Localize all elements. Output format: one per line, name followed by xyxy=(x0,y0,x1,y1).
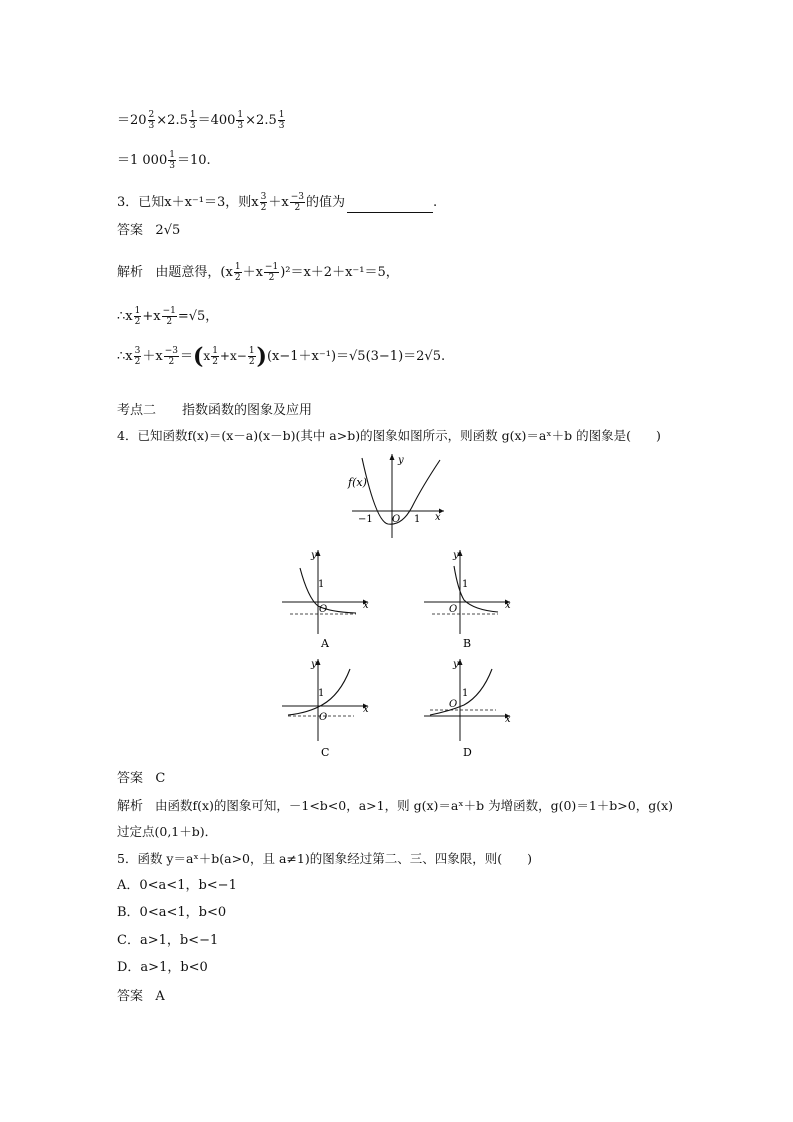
question-text: 3．已知x＋x⁻¹＝3，则x xyxy=(117,195,259,210)
one-label: 1 xyxy=(414,514,421,525)
x-label: x xyxy=(505,714,511,725)
one-label: 1 xyxy=(318,579,325,590)
x-label: x xyxy=(435,512,441,523)
solution-text: ∴x xyxy=(117,349,133,364)
exponent-fraction: $\frac{-1}{2}$ xyxy=(264,262,279,283)
solution-text: ＋x xyxy=(142,349,163,364)
exponent-fraction: $\frac{1}{3}$ xyxy=(189,110,196,131)
x-label: x xyxy=(505,600,511,611)
y-label: y xyxy=(453,659,459,670)
answer-4 xyxy=(117,770,165,787)
solution-text: )²＝x＋2＋x⁻¹＝5， xyxy=(280,265,399,280)
solution-text: ＋x xyxy=(242,265,263,280)
answer-blank xyxy=(347,200,433,213)
answer-value: 2√5 xyxy=(155,223,181,238)
right-bracket: ) xyxy=(256,343,267,370)
answer-label: 答案 xyxy=(117,988,144,1003)
answer-value: C xyxy=(155,771,166,786)
exponent-fraction: $\frac{1}{2}$ xyxy=(234,262,241,283)
question-5: 5．函数 y＝aˣ＋b(a>0，且 a≠1)的图象经过第二、三、四象限，则( ) xyxy=(117,851,532,866)
exponent-fraction: $\frac{1}{2}$ xyxy=(134,306,141,327)
origin-label: O xyxy=(449,699,458,710)
left-bracket: ( xyxy=(192,343,204,370)
answer-5 xyxy=(117,988,165,1005)
solution-3-line-2 xyxy=(117,306,218,327)
solution-text: (x−1＋x⁻¹)＝√5(3−1)＝2√5. xyxy=(266,349,446,364)
question-text: ＋x xyxy=(268,195,289,210)
one-label: 1 xyxy=(462,688,469,699)
y-label: y xyxy=(311,659,317,670)
calc-text: ＝400 xyxy=(197,113,236,128)
solution-text: 由函数f(x)的图象可知，－1<b<0，a>1，则 g(x)＝aˣ＋b 为增函数，g(0)＝1＋b>0，g(x) xyxy=(154,798,673,813)
exponent-fraction: $\frac{1}{3}$ xyxy=(169,150,175,171)
origin-label: O xyxy=(319,604,328,615)
solution-text: =√5， xyxy=(177,309,219,324)
solution-4-line-1 xyxy=(117,798,673,814)
option-a-graph xyxy=(278,546,374,650)
question-4: 4．已知函数f(x)＝(x－a)(x－b)(其中 a>b)的图象如图所示，则函数 g(x)＝aˣ＋b 的图象是( ) xyxy=(117,428,661,443)
question-text: 的值为 xyxy=(305,195,345,210)
calc-line-2 xyxy=(117,150,211,171)
calc-text: ×2.5 xyxy=(156,113,188,128)
calc-text: ×2.5 xyxy=(245,113,277,128)
option-label: B xyxy=(463,637,472,650)
answer-3 xyxy=(117,222,180,239)
exponent-fraction: $\frac{-1}{2}$ xyxy=(162,306,176,327)
exponent-fraction: $\frac{-3}{2}$ xyxy=(164,346,178,367)
option-d: D．a>1，b<0 xyxy=(117,960,208,975)
x-label: x xyxy=(363,704,369,715)
question-3 xyxy=(117,192,437,213)
solution-3-line-3: ∴x $\frac{3}{2}$ ＋x $\frac{-3}{2}$ ＝(x $\frac{1}{2}$ +x− $\frac{1}{2}$ )(x−1＋x⁻¹)＝√5(3−1)＝2√5. xyxy=(117,343,446,370)
calc-line-1 xyxy=(117,110,286,131)
solution-label: 解析 xyxy=(117,264,144,279)
curve xyxy=(300,568,356,613)
origin-label: O xyxy=(319,712,328,723)
solution-text: ∴x xyxy=(117,309,133,324)
solution-text: 由题意得，(x xyxy=(155,265,233,280)
option-a: A．0<a<1，b<−1 xyxy=(117,878,237,893)
exponent-fraction: $\frac{3}{2}$ xyxy=(134,346,141,367)
answer-value: A xyxy=(155,989,165,1004)
origin-label: O xyxy=(449,604,458,615)
solution-3-line-1 xyxy=(117,262,399,283)
option-b: B．0<a<1，b<0 xyxy=(117,905,227,920)
option-b-graph xyxy=(420,546,516,650)
one-label: 1 xyxy=(462,579,469,590)
calc-text: ＝20 xyxy=(117,113,147,128)
curve xyxy=(430,669,492,715)
option-label: A xyxy=(321,637,329,650)
fx-label: f(x) xyxy=(348,476,367,489)
exponent-fraction: $\frac{1}{3}$ xyxy=(278,110,285,131)
option-label: D xyxy=(463,746,472,759)
option-c-graph xyxy=(278,655,374,759)
section-heading: 考点二 指数函数的图象及应用 xyxy=(117,402,313,417)
option-c: C．a>1，b<−1 xyxy=(117,933,219,948)
neg1-label: −1 xyxy=(358,514,373,525)
exponent-fraction: $\frac{3}{2}$ xyxy=(260,192,267,213)
fx-curve xyxy=(362,458,440,524)
exponent-fraction: $\frac{1}{3}$ xyxy=(237,110,244,131)
solution-text: ＝ xyxy=(179,349,193,364)
x-label: x xyxy=(363,600,369,611)
curve xyxy=(454,566,498,612)
origin-label: O xyxy=(392,514,401,525)
y-arrow xyxy=(390,454,395,460)
exponent-fraction: $\frac{2}{3}$ xyxy=(148,110,155,131)
calc-text: ＝10. xyxy=(176,153,211,168)
y-label: y xyxy=(453,550,459,561)
solution-label: 解析 xyxy=(117,798,144,813)
one-label: 1 xyxy=(318,688,325,699)
exponent-fraction: $\frac{-3}{2}$ xyxy=(290,192,304,213)
calc-text: ＝1 000 xyxy=(117,153,168,168)
option-label: C xyxy=(321,746,330,759)
y-label: y xyxy=(398,455,404,466)
answer-label: 答案 xyxy=(117,770,144,785)
solution-text: +x xyxy=(142,309,161,324)
exponent-fraction: $\frac{1}{2}$ xyxy=(212,346,218,367)
fx-graph xyxy=(340,452,450,540)
exponent-fraction: $\frac{1}{2}$ xyxy=(248,346,255,367)
y-label: y xyxy=(311,550,317,561)
option-d-graph xyxy=(420,655,516,759)
question-text: . xyxy=(433,195,438,210)
answer-label: 答案 xyxy=(117,222,144,237)
solution-4-line-2: 过定点(0,1＋b)． xyxy=(117,824,218,839)
